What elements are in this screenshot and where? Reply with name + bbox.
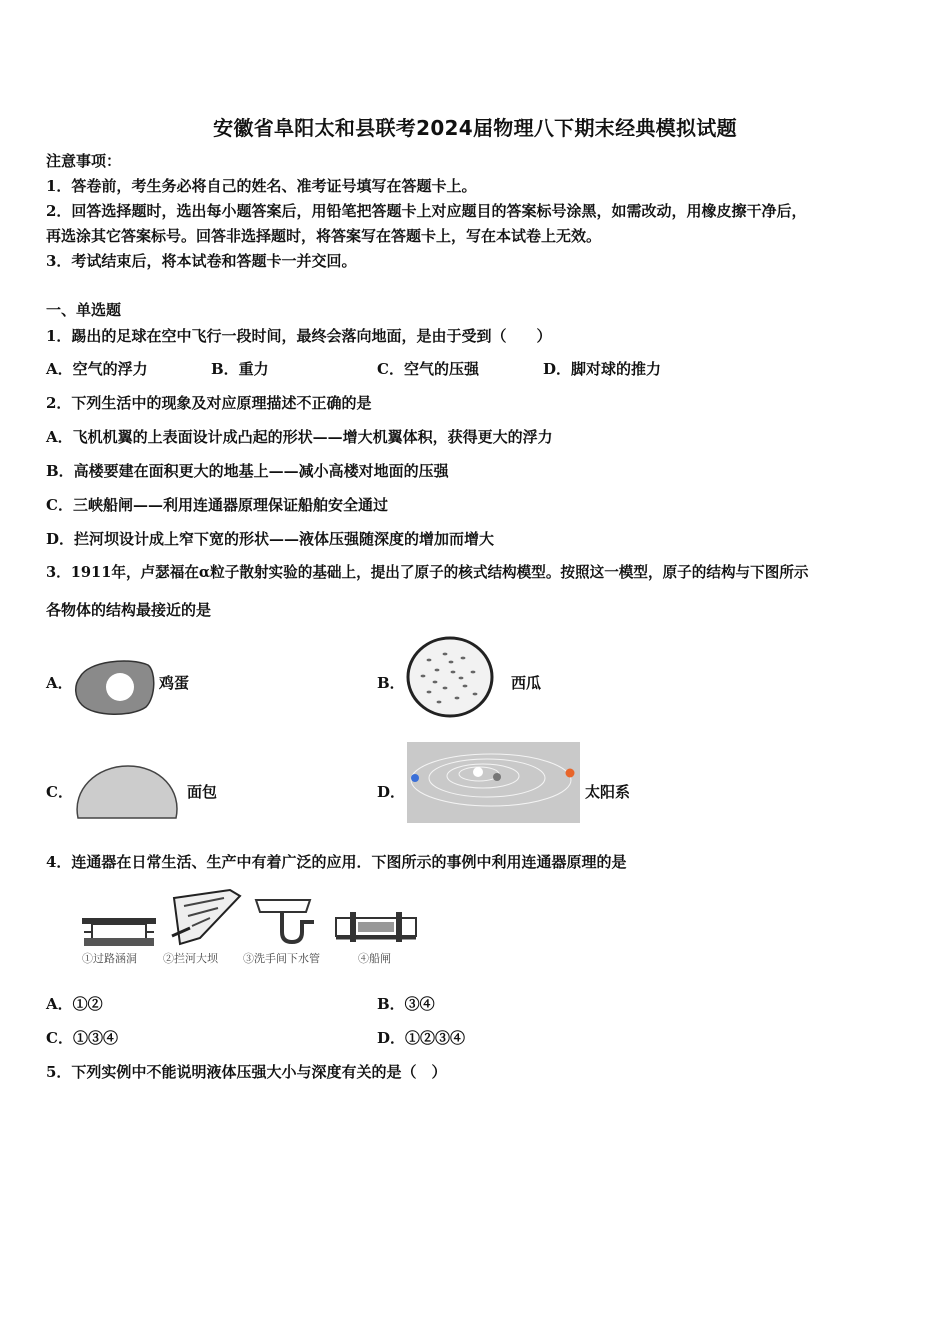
question-1-stem: 1．踢出的足球在空中飞行一段时间，最终会落向地面，是由于受到（ ）	[46, 327, 552, 345]
q3-option-c-name: 面包	[187, 783, 218, 801]
q4-option-a: A．①②	[46, 995, 103, 1013]
q2-option-a: A．飞机机翼的上表面设计成凸起的形状——增大机翼体积，获得更大的浮力	[46, 428, 553, 446]
culvert-image	[80, 912, 158, 948]
notice-item: 2．回答选择题时，选出每小题答案后，用铅笔把答题卡上对应题目的答案标号涂黑，如需改动，用橡皮擦干净后，	[46, 202, 807, 220]
page-title: 安徽省阜阳太和县联考2024届物理八下期末经典模拟试题	[213, 116, 737, 140]
q3-option-a-name: 鸡蛋	[159, 674, 190, 692]
solar-system-image	[407, 742, 580, 823]
q3-option-d-name: 太阳系	[585, 783, 631, 801]
notice-item: 3．考试结束后，将本试卷和答题卡一并交回。	[46, 252, 357, 270]
q3-option-c-letter: C．	[46, 783, 73, 801]
q1-option-a: A．空气的浮力	[46, 360, 148, 378]
ship-lock-image	[334, 908, 418, 946]
question-3-stem-line1: 3．1911年，卢瑟福在α粒子散射实验的基础上，提出了原子的核式结构模型。按照这一模型，原子的结构与下图所示	[46, 564, 809, 581]
question-4-stem: 4．连通器在日常生活、生产中有着广泛的应用．下图所示的事例中利用连通器原理的是	[46, 853, 627, 871]
sink-drain-image	[252, 896, 318, 948]
q1-option-c: C．空气的压强	[377, 360, 479, 378]
q1-option-d: D．脚对球的推力	[543, 360, 662, 378]
q2-option-b: B．高楼要建在面积更大的地基上——减小高楼对地面的压强	[46, 462, 449, 480]
q4-caption-3: ③洗手间下水管	[243, 952, 320, 965]
watermelon-image	[405, 636, 495, 718]
q4-option-c: C．①③④	[46, 1029, 118, 1047]
q4-caption-2: ②拦河大坝	[163, 952, 218, 965]
q3-option-b-name: 西瓜	[511, 674, 542, 692]
question-5-stem: 5．下列实例中不能说明液体压强大小与深度有关的是（ ）	[46, 1063, 447, 1081]
notice-item: 1．答卷前，考生务必将自己的姓名、准考证号填写在答题卡上。	[46, 177, 477, 195]
q1-option-b: B．重力	[211, 360, 269, 378]
q3-option-d-letter: D．	[377, 783, 406, 801]
q4-option-d: D．①②③④	[377, 1029, 466, 1047]
dam-image	[170, 888, 242, 948]
bread-image	[74, 764, 180, 820]
egg-image	[74, 657, 156, 717]
notice-item: 再选涂其它答案标号。回答非选择题时，将答案写在答题卡上，写在本试卷上无效。	[46, 227, 602, 245]
q4-option-b: B．③④	[377, 995, 435, 1013]
q2-option-c: C．三峡船闸——利用连通器原理保证船舶安全通过	[46, 496, 388, 514]
q3-option-a-letter: A．	[46, 674, 73, 692]
q3-option-b-letter: B．	[377, 674, 405, 692]
q4-caption-4: ④船闸	[358, 952, 391, 965]
notice-heading: 注意事项：	[46, 152, 122, 170]
question-2-stem: 2．下列生活中的现象及对应原理描述不正确的是	[46, 394, 372, 412]
question-3-stem-line2: 各物体的结构最接近的是	[46, 601, 212, 619]
section-heading: 一、单选题	[46, 301, 122, 319]
q2-option-d: D．拦河坝设计成上窄下宽的形状——液体压强随深度的增加而增大	[46, 530, 495, 548]
q4-caption-1: ①过路涵洞	[82, 952, 137, 965]
